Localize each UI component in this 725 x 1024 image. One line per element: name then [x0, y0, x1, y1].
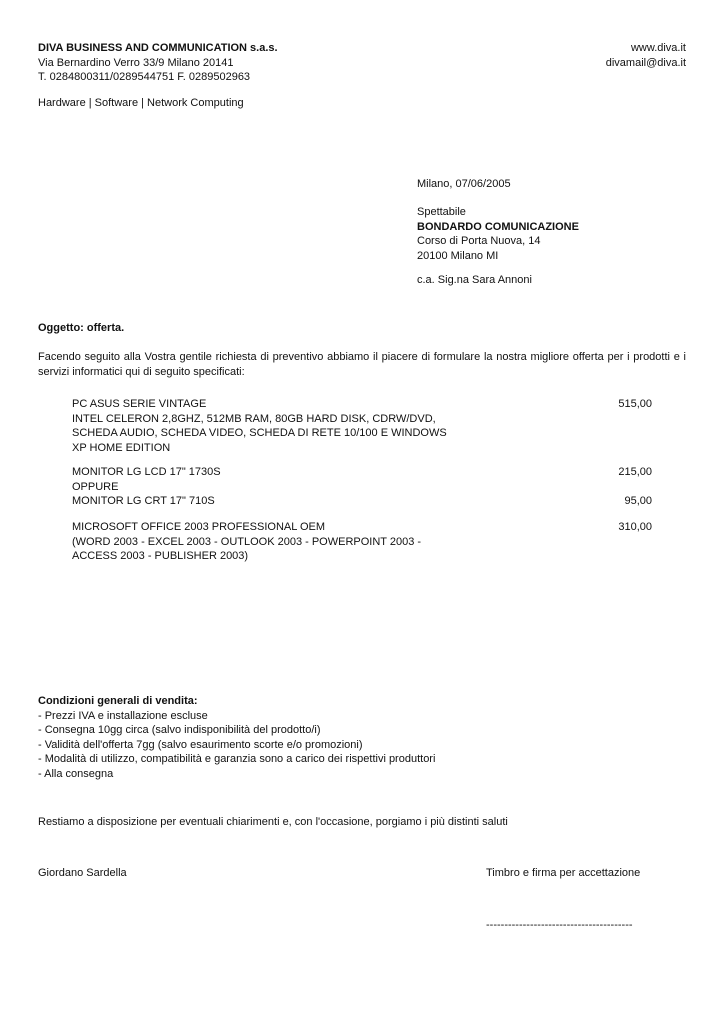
- item-monitor-lcd-price: 215,00: [618, 466, 652, 478]
- item-line: MONITOR LG LCD 17" 1730S: [72, 466, 221, 478]
- company-contacts: [606, 41, 686, 70]
- company-header: [38, 41, 278, 85]
- item-pc: [72, 397, 447, 455]
- condition-line: - Modalità di utilizzo, compatibilità e garanzia sono a carico dei rispettivi produttori: [38, 753, 436, 765]
- company-website: www.diva.it: [630, 42, 686, 54]
- letter-date: Milano, 07/06/2005: [417, 178, 511, 190]
- item-line: OPPURE: [72, 480, 119, 493]
- company-phones: T. 0284800311/0289544751 F. 0289502963: [38, 71, 251, 83]
- company-email: divamail@diva.it: [605, 56, 686, 69]
- item-line: SCHEDA AUDIO, SCHEDA VIDEO, SCHEDA DI RETE 10/100 E WINDOWS: [72, 427, 447, 439]
- recipient-block: [417, 205, 579, 263]
- subject-line: Oggetto: offerta.: [38, 322, 125, 334]
- stamp-label: Timbro e firma per accettazione: [486, 867, 641, 879]
- intro-paragraph: Facendo seguito alla Vostra gentile richiesta di preventivo abbiamo il piacere di formulare la nostra migliore offerta per i prodotti e i servizi informatici qui di seguito specificati:: [38, 351, 686, 378]
- item-pc-price: 515,00: [618, 398, 652, 410]
- recipient-street: Corso di Porta Nuova, 14: [417, 235, 541, 247]
- item-monitor-crt-price: 95,00: [624, 495, 652, 507]
- condition-line: - Consegna 10gg circa (salvo indisponibilità del prodotto/i): [38, 724, 321, 736]
- signer-name: Giordano Sardella: [38, 867, 127, 879]
- item-line: ACCESS 2003 - PUBLISHER 2003): [72, 550, 249, 562]
- item-line: MONITOR LG CRT 17" 710S: [72, 495, 215, 507]
- item-line: PC ASUS SERIE VINTAGE: [72, 398, 207, 410]
- item-line: XP HOME EDITION: [72, 441, 171, 454]
- attention-line: c.a. Sig.na Sara Annoni: [417, 274, 532, 286]
- company-services: Hardware | Software | Network Computing: [38, 97, 244, 109]
- item-line: INTEL CELERON 2,8GHZ, 512MB RAM, 80GB HARD DISK, CDRW/DVD,: [72, 412, 436, 425]
- company-address: Via Bernardino Verro 33/9 Milano 20141: [38, 56, 234, 69]
- item-line: MICROSOFT OFFICE 2003 PROFESSIONAL OEM: [72, 521, 326, 533]
- condition-line: - Alla consegna: [38, 767, 114, 780]
- sale-conditions: [38, 694, 435, 781]
- item-office: [72, 520, 421, 564]
- item-monitor: [72, 465, 221, 509]
- recipient-city: 20100 Milano MI: [417, 249, 499, 262]
- signature-line: ----------------------------------------: [486, 919, 633, 931]
- recipient-name: BONDARDO COMUNICAZIONE: [417, 220, 579, 233]
- salutation: Spettabile: [417, 206, 466, 218]
- item-office-price: 310,00: [618, 521, 652, 533]
- conditions-title: Condizioni generali di vendita:: [38, 695, 198, 707]
- condition-line: - Prezzi IVA e installazione escluse: [38, 709, 208, 722]
- condition-line: - Validità dell'offerta 7gg (salvo esaurimento scorte e/o promozioni): [38, 738, 363, 751]
- item-line: (WORD 2003 - EXCEL 2003 - OUTLOOK 2003 - POWERPOINT 2003 -: [72, 535, 422, 548]
- company-name: DIVA BUSINESS AND COMMUNICATION s.a.s.: [38, 42, 278, 54]
- closing-text: Restiamo a disposizione per eventuali chiarimenti e, con l'occasione, porgiamo i più distinti saluti: [38, 816, 508, 828]
